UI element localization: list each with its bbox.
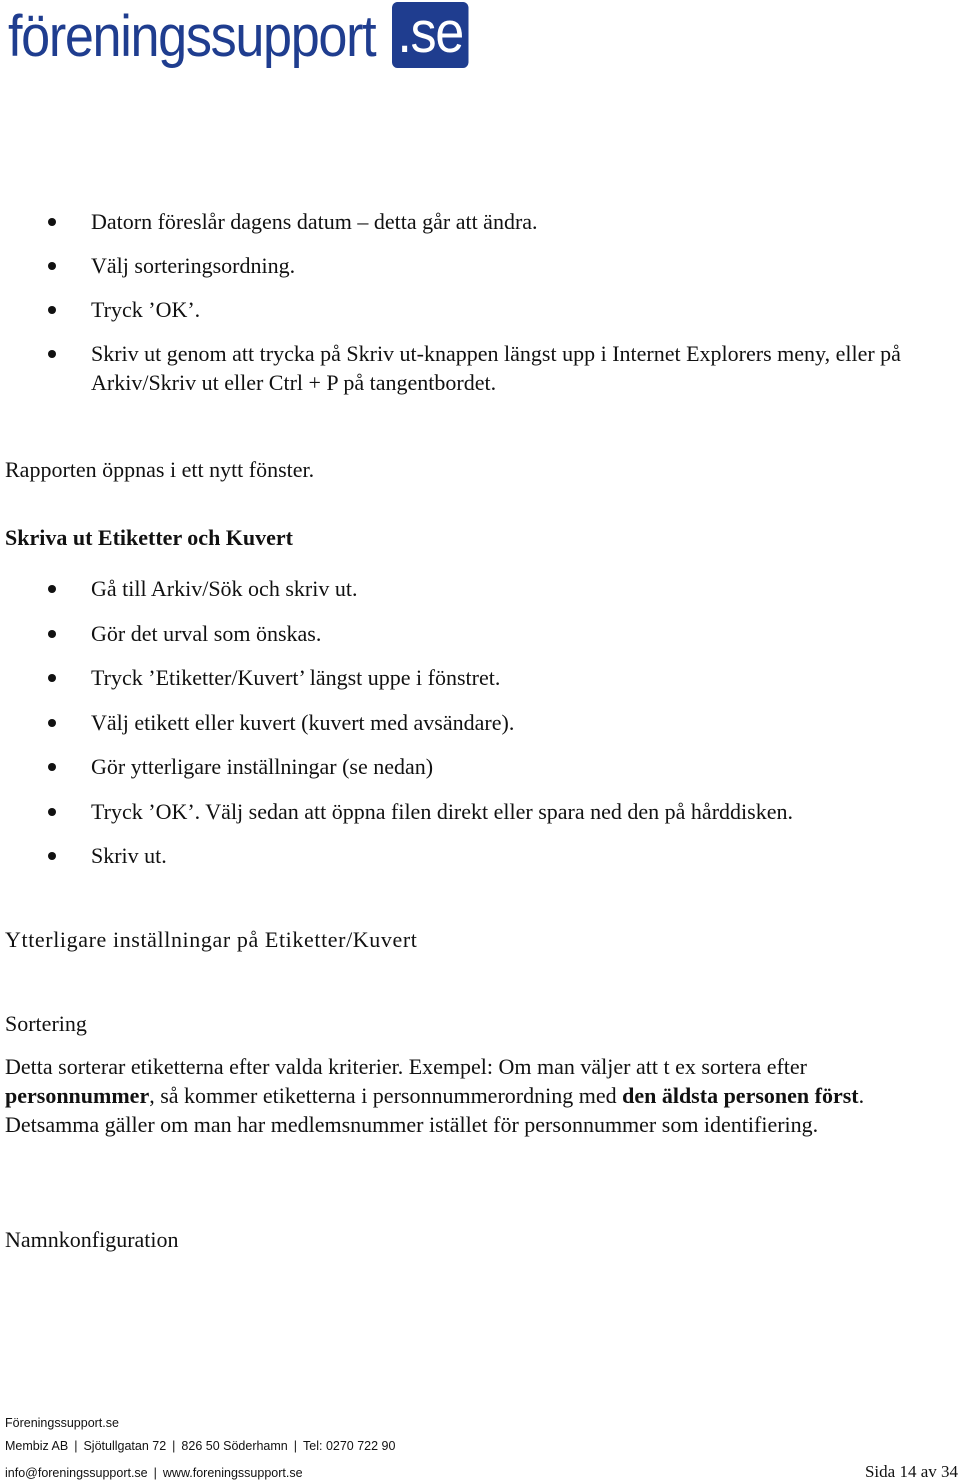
bullet-icon [48,350,56,358]
bullet-icon [48,808,56,816]
logo-name: föreningssupport [8,4,376,69]
logo-tld: .se [392,2,468,68]
footer-contact: info@foreningssupport.se | www.foreningssupport.se [5,1466,303,1480]
sorting-heading: Sortering [5,1011,87,1036]
list-item: Tryck ’OK’. [0,295,956,324]
bullet-icon [48,630,56,638]
list-item: Gå till Arkiv/Sök och skriv ut. [0,574,956,603]
list-item: Välj sorteringsordning. [0,251,956,280]
bullet-icon [48,585,56,593]
page-number: Sida 14 av 34 [864,1462,958,1481]
list-item: Skriv ut. [0,841,956,870]
emphasis: personnummer [5,1083,150,1108]
name-config-heading: Namnkonfiguration [5,1227,179,1252]
list-item: Tryck ’Etiketter/Kuvert’ längst uppe i fönstret. [0,663,956,692]
sorting-description: Detta sorterar etiketterna efter valda kriterier. Exempel: Om man väljer att t ex sortera efter personnummer, så kommer etiketterna i personnummerordning med den äldsta personen först. Detsamma gäller om man har medlemsnummer istället för personnummer som identifiering. [5,1054,865,1137]
email-link[interactable]: info@foreningssupport.se [5,1466,148,1480]
instruction-list-1 [0,207,956,397]
bullet-icon [48,852,56,860]
site-logo [8,2,477,76]
bullet-icon [48,262,56,270]
list-item: Tryck ’OK’. Välj sedan att öppna filen direkt eller spara ned den på hårddisken. [0,797,956,826]
list-item: Välj etikett eller kuvert (kuvert med avsändare). [0,708,956,737]
bullet-icon [48,763,56,771]
bullet-icon [48,674,56,682]
settings-heading: Ytterligare inställningar på Etiketter/Kuvert [5,927,418,952]
list-item: Gör ytterligare inställningar (se nedan) [0,752,956,781]
bullet-icon [48,719,56,727]
section-heading: Skriva ut Etiketter och Kuvert [5,525,294,550]
list-item: Datorn föreslår dagens datum – detta går att ändra. [0,207,956,236]
emphasis: den äldsta personen först [622,1083,859,1108]
bullet-icon [48,218,56,226]
instruction-list-2 [0,574,956,870]
footer-site: Föreningssupport.se [5,1416,119,1430]
list-item: Skriv ut genom att trycka på Skriv ut-knappen längst upp i Internet Explorers meny, eller på Arkiv/Skriv ut eller Ctrl + P på tangentbordet. [0,339,956,397]
list-item: Gör det urval som önskas. [0,619,956,648]
report-text: Rapporten öppnas i ett nytt fönster. [5,457,315,482]
bullet-icon [48,306,56,314]
footer-address: Membiz AB | Sjötullgatan 72 | 826 50 Söderhamn | Tel: 0270 722 90 [5,1439,396,1453]
web-link[interactable]: www.foreningssupport.se [162,1466,303,1480]
